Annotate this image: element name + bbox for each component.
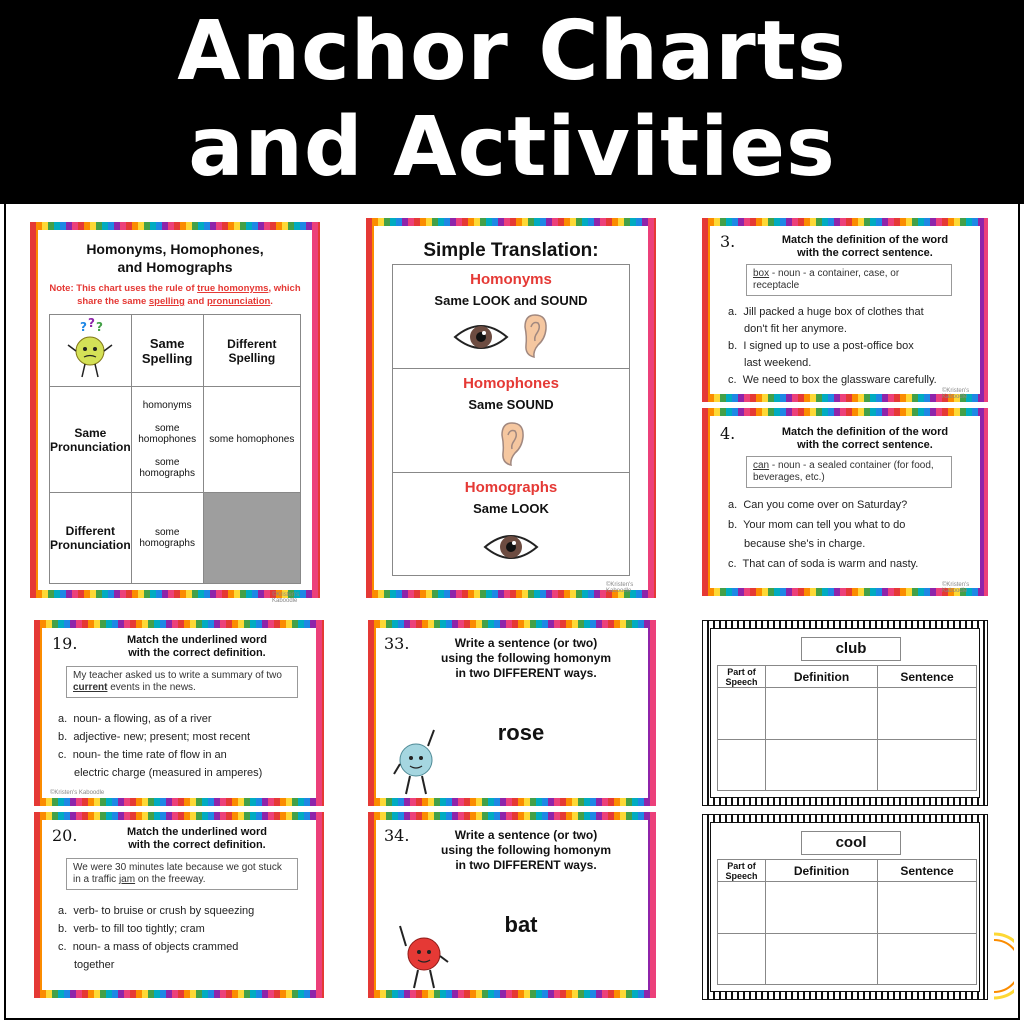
- answer-options: a. noun- a flowing, as of a river b. adjective- new; present; most recent c. noun- the time rate of flow in an electric charge (measured in amperes): [58, 710, 316, 782]
- option-b[interactable]: b. Your mom can tell you what to do: [728, 518, 906, 531]
- card-instructions: Write a sentence (or two) using the following homonym in two DIFFERENT ways.: [441, 636, 611, 680]
- option-a[interactable]: a. Jill packed a huge box of clothes that: [728, 306, 924, 318]
- translation-title: Simple Translation:: [423, 240, 599, 261]
- task-card-19: [34, 620, 324, 806]
- ear-icon: [519, 313, 549, 359]
- character-cell: [50, 315, 132, 387]
- col-same-spelling: Same Spelling: [131, 315, 203, 387]
- definition-box: can - noun - a sealed container (for food, beverages, etc.): [746, 456, 952, 488]
- option-b[interactable]: b. I signed up to use a post-office box: [728, 340, 914, 352]
- worksheet-club: [702, 620, 988, 806]
- homonym-word: rose: [497, 720, 545, 745]
- eye-icon: [483, 527, 539, 567]
- card-number: 4.: [720, 424, 736, 443]
- card-number: 20.: [52, 826, 78, 845]
- character-icon: [390, 724, 444, 798]
- homonym-word: bat: [504, 912, 538, 937]
- chart-note: Note: This chart uses the rule of true homonyms, which share the same spelling and pronunciation.: [49, 283, 301, 307]
- option-c[interactable]: c. We need to box the glassware carefully.: [728, 374, 937, 386]
- card-instructions: Write a sentence (or two) using the following homonym in two DIFFERENT ways.: [441, 828, 611, 872]
- card-number: 3.: [720, 232, 736, 251]
- answer-options: a. Jill packed a huge box of clothes that don't fit her anymore. b. I signed up to use a post-office box last weekend. c. We need to box the glassware carefully.: [728, 304, 978, 389]
- answer-options: a. verb- to bruise or crush by squeezing b. verb- to fill too tightly; cram c. noun- a mass of objects crammed together: [58, 902, 316, 974]
- task-card-33: [368, 620, 656, 806]
- simple-translation-chart: [366, 218, 656, 598]
- option-b[interactable]: b. adjective- new; present; most recent: [58, 731, 251, 743]
- copyright: ©Kristen's Kaboodle: [942, 388, 970, 400]
- option-c[interactable]: c. noun- a mass of objects crammed: [58, 941, 239, 953]
- option-c[interactable]: c. That can of soda is warm and nasty.: [728, 557, 919, 570]
- copyright: ©Kristen's Kaboodle: [942, 582, 970, 594]
- cell-shaded: [203, 493, 300, 584]
- character-icon: [392, 918, 452, 990]
- cell-different-same: some homographs: [131, 493, 203, 584]
- anchor-chart-homonyms: [30, 222, 320, 604]
- translation-box: [392, 264, 630, 576]
- svg-text:?: ?: [88, 317, 96, 330]
- worksheet-table: Part of Speech Definition Sentence: [717, 665, 977, 791]
- worksheet-word: cool: [801, 831, 901, 855]
- definition-box: box - noun - a container, case, or receptacle: [746, 264, 952, 296]
- task-card-4: [702, 408, 988, 596]
- sentence-box: My teacher asked us to write a summary of two current events in the news.: [66, 666, 298, 698]
- svg-text:?: ?: [80, 320, 88, 334]
- card-instructions: Match the definition of the word with the correct sentence.: [781, 426, 949, 451]
- card-instructions: Match the underlined word with the correct definition.: [127, 826, 267, 851]
- ear-icon: [496, 419, 526, 469]
- chart-title: Homonyms, Homophones, and Homographs: [86, 241, 264, 275]
- sentence-box: We were 30 minutes late because we got stuck in a traffic jam on the freeway.: [66, 858, 298, 890]
- worksheet-word: club: [801, 637, 901, 661]
- page-header: [0, 0, 1024, 204]
- option-c[interactable]: c. noun- the time rate of flow in an: [58, 749, 227, 761]
- worksheet-cool: [702, 814, 988, 1000]
- copyright: ©Kristen's Kaboodle: [50, 790, 105, 796]
- task-card-20: [34, 812, 324, 998]
- option-b[interactable]: b. verb- to fill too tightly; cram: [58, 923, 205, 935]
- cell-same-different: some homophones: [203, 387, 300, 493]
- card-number: 33.: [384, 634, 410, 653]
- card-number: 34.: [384, 826, 410, 845]
- task-card-34: [368, 812, 656, 998]
- header-title-line2: and Activities: [188, 100, 836, 195]
- task-card-3: [702, 218, 988, 402]
- option-a[interactable]: a. Can you come over on Saturday?: [728, 499, 908, 511]
- homonym-table: [49, 314, 301, 584]
- cell-same-same: homonyms some homophones some homographs: [131, 387, 203, 493]
- homonyms-section: Homonyms Same LOOK and SOUND: [393, 265, 629, 369]
- copyright: ©Kristen's Kaboodle: [606, 582, 634, 594]
- col-different-spelling: Different Spelling: [203, 315, 300, 387]
- homographs-section: Homographs Same LOOK: [393, 473, 629, 575]
- eye-icon: [453, 317, 509, 357]
- card-number: 19.: [52, 634, 78, 653]
- svg-text:?: ?: [96, 320, 104, 334]
- option-a[interactable]: a. noun- a flowing, as of a river: [58, 713, 212, 725]
- homophones-section: Homophones Same SOUND: [393, 369, 629, 473]
- answer-options: a. Can you come over on Saturday? b. Your mom can tell you what to do because she's in charge. c. That can of soda is warm and nasty.: [728, 496, 984, 574]
- card-instructions: Match the definition of the word with the correct sentence.: [781, 234, 949, 259]
- card-instructions: Match the underlined word with the correct definition.: [127, 634, 267, 659]
- row-same-pronunciation: Same Pronunciation: [50, 387, 132, 493]
- logo-icon: [990, 930, 1014, 1002]
- worksheet-table: Part of Speech Definition Sentence: [717, 859, 977, 985]
- header-title-line1: Anchor Charts: [177, 4, 847, 99]
- character-icon: [60, 317, 120, 381]
- copyright: ©Kristen's Kaboodle: [272, 592, 300, 604]
- row-different-pronunciation: Different Pronunciation: [50, 493, 132, 584]
- option-a[interactable]: a. verb- to bruise or crush by squeezing: [58, 905, 255, 917]
